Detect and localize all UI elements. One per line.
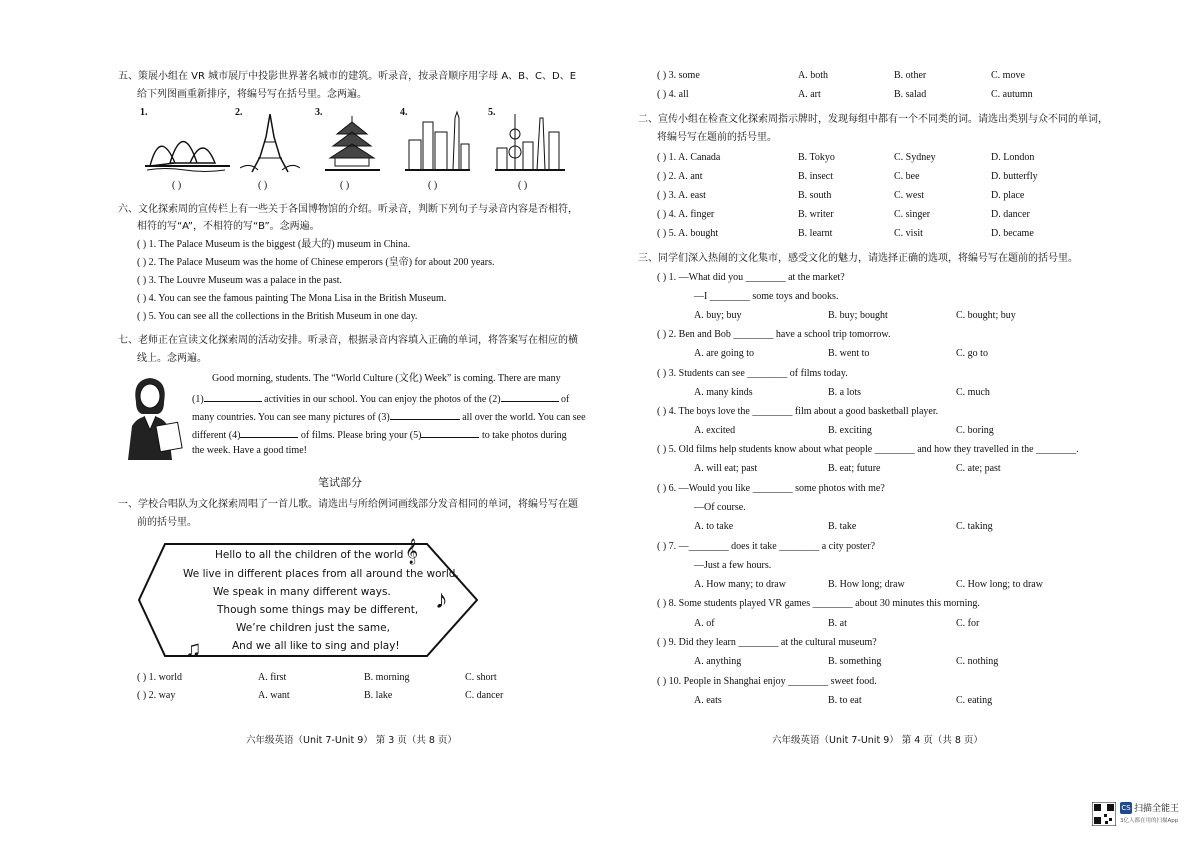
sec3-q6-b: B. take [828, 521, 857, 532]
sec2-row-2-b: B. insect [798, 171, 833, 182]
sec7-para-4: different (4) of films. Please bring your (5) to take photos during [192, 426, 567, 443]
poem-line-3: We speak in many different ways. [213, 586, 391, 598]
w1-q4-option-c: C. autumn [991, 89, 1033, 100]
sec3-q7-b: B. How long; draw [828, 579, 905, 590]
sec2-row-5: ( ) 5. A. bought [657, 228, 719, 239]
sec3-q1: ( ) 1. —What did you ________ at the market? [657, 272, 845, 283]
sec2-row-4-b: B. writer [798, 209, 834, 220]
sec3-q8: ( ) 8. Some students played VR games ________ about 30 minutes this morning. [657, 598, 980, 609]
scanner-watermark [1092, 800, 1192, 830]
sec7-instruction-1: 七、老师正在宣读文化探索周的活动安排。听录音，根据录音内容填入正确的单词，将答案写在相应的横 [118, 335, 578, 346]
sec6-item-4: ( ) 4. You can see the famous painting The Mona Lisa in the British Museum. [137, 293, 447, 304]
sec3-q1-answer-line: —I ________ some toys and books. [694, 291, 839, 302]
poem-line-1: Hello to all the children of the world [215, 549, 404, 561]
w1-q4-option-a: A. art [798, 89, 821, 100]
sec3-q10-c: C. eating [956, 695, 993, 706]
w1-q3-option-b: B. other [894, 70, 927, 81]
sec3-q9-b: B. something [828, 656, 882, 667]
sec2-row-1-d: D. London [991, 152, 1035, 163]
sec2-row-3-b: B. south [798, 190, 832, 201]
svg-text:♪: ♪ [435, 585, 448, 614]
scanner-tagline: 3亿人都在用的扫描App [1120, 818, 1179, 824]
pic-num-5: 5. [488, 107, 496, 118]
shanghai-skyline-picture [495, 112, 565, 174]
sec3-q6: ( ) 6. —Would you like ________ some photos with me? [657, 483, 885, 494]
pic-num-2: 2. [235, 107, 243, 118]
left-footer: 六年级英语（Unit 7-Unit 9） 第 3 页（共 8 页） [246, 735, 457, 746]
sec2-row-5-d: D. became [991, 228, 1034, 239]
sec3-q10-a: A. eats [694, 695, 722, 706]
blank-3[interactable] [390, 408, 460, 420]
sec3-q3-a: A. many kinds [694, 387, 753, 398]
sec3-q5-a: A. will eat; past [694, 463, 758, 474]
blank-4[interactable] [240, 426, 298, 438]
svg-text:♫: ♫ [185, 636, 202, 661]
w1-q2-option-a: A. want [258, 690, 290, 701]
sec3-q9-a: A. anything [694, 656, 742, 667]
sec6-item-3: ( ) 3. The Louvre Museum was a palace in the past. [137, 275, 343, 286]
w1-q1-option-c: C. short [465, 672, 497, 683]
sec3-q3-c: C. much [956, 387, 990, 398]
w1-q2-option-c: C. dancer [465, 690, 504, 701]
sec6-item-5: ( ) 5. You can see all the collections in the British Museum in one day. [137, 311, 418, 322]
sec7-para-5: the week. Have a good time! [192, 445, 307, 456]
poem-line-6: And we all like to sing and play! [232, 640, 400, 652]
sec2-instruction-1: 二、宣传小组在检查文化探索周指示牌时，发现每组中都有一个不同类的词。请选出类别与众不同的单词， [638, 114, 1108, 125]
scanner-app-name: 扫描全能王 [1134, 804, 1180, 814]
sec3-q8-c: C. for [956, 618, 980, 629]
w1-instruction-2: 前的括号里。 [137, 517, 197, 528]
sec7-para-3: many countries. You can see many pictures of (3) all over the world. You can see [192, 408, 586, 425]
right-page [600, 0, 1200, 847]
poem-line-5: We’re children just the same, [236, 622, 390, 634]
sec3-q2-b: B. went to [828, 348, 870, 359]
sec3-q10: ( ) 10. People in Shanghai enjoy ________ sweet food. [657, 676, 877, 687]
sec2-row-4-c: C. singer [894, 209, 931, 220]
sydney-opera-house-picture [145, 118, 230, 173]
w1-q1-option-a: A. first [258, 672, 287, 683]
poem-line-4: Though some things may be different, [217, 604, 419, 616]
w1-q2: ( ) 2. way [137, 690, 176, 701]
sec2-row-4-d: D. dancer [991, 209, 1030, 220]
sec3-q6-a: A. to take [694, 521, 734, 532]
w1-q1-option-b: B. morning [364, 672, 410, 683]
teacher-picture [118, 372, 186, 460]
sec2-row-3-d: D. place [991, 190, 1025, 201]
sec3-q5-c: C. ate; past [956, 463, 1001, 474]
sec3-q6-c: C. taking [956, 521, 993, 532]
sec7-para-2: (1) activities in our school. You can enjoy the photos of the (2) of [192, 390, 569, 407]
sec2-row-5-c: C. visit [894, 228, 923, 239]
written-part-title: 笔试部分 [318, 476, 362, 489]
camscanner-logo-icon: CS [1121, 804, 1131, 812]
sec3-q5-b: B. eat; future [828, 463, 881, 474]
eiffel-tower-picture [240, 112, 300, 174]
w1-instruction-1: 一、学校合唱队为文化探索周唱了一首儿歌。请选出与所给例词画线部分发音相同的单词，将编号写在题 [118, 499, 578, 510]
right-footer: 六年级英语（Unit 7-Unit 9） 第 4 页（共 8 页） [772, 735, 983, 746]
sec3-q4-c: C. boring [956, 425, 994, 436]
sec3-q4-b: B. exciting [828, 425, 872, 436]
sec3-q4-a: A. excited [694, 425, 736, 436]
blank-1[interactable] [204, 390, 262, 402]
sec3-q2-c: C. go to [956, 348, 988, 359]
sec3-q7-c: C. How long; to draw [956, 579, 1043, 590]
sec3-q1-b: B. buy; bought [828, 310, 888, 321]
w1-q3: ( ) 3. some [657, 70, 700, 81]
sec3-q7: ( ) 7. —________ does it take ________ a city poster? [657, 541, 876, 552]
poem-line-2: We live in different places from all around the world, [183, 568, 459, 580]
sec2-row-1-c: C. Sydney [894, 152, 936, 163]
sec6-instruction-1: 六、文化探索周的宣传栏上有一些关于各国博物馆的介绍。听录音，判断下列句子与录音内容是否相符， [118, 204, 578, 215]
sec6-item-2: ( ) 2. The Palace Museum was the home of Chinese emperors (皇帝) for about 200 years. [137, 257, 495, 268]
blank-5[interactable] [421, 426, 479, 438]
answer-paren-3[interactable]: ( ) [340, 180, 350, 191]
sec3-q9-c: C. nothing [956, 656, 999, 667]
w1-q4: ( ) 4. all [657, 89, 689, 100]
sec3-q4: ( ) 4. The boys love the ________ film about a good basketball player. [657, 406, 939, 417]
blank-2[interactable] [501, 390, 559, 402]
w1-q2-option-b: B. lake [364, 690, 393, 701]
w1-q4-option-b: B. salad [894, 89, 927, 100]
temple-of-heaven-picture [325, 114, 380, 174]
sec2-row-2-c: C. bee [894, 171, 920, 182]
sec3-q10-b: B. to eat [828, 695, 862, 706]
sec3-q1-a: A. buy; buy [694, 310, 742, 321]
w1-q3-option-c: C. move [991, 70, 1025, 81]
sec3-q7-answer-line: —Just a few hours. [694, 560, 772, 571]
w1-q1: ( ) 1. world [137, 672, 182, 683]
sec5-instruction-2: 给下列图画重新排序，将编号写在括号里。念两遍。 [137, 89, 367, 100]
sec2-row-5-b: B. learnt [798, 228, 833, 239]
sec3-q9: ( ) 9. Did they learn ________ at the cultural museum? [657, 637, 877, 648]
sec3-instruction: 三、同学们深入热闹的文化集市，感受文化的魅力，请选择正确的选项，将编号写在题前的括号里。 [638, 253, 1078, 264]
sec3-q1-c: C. bought; buy [956, 310, 1016, 321]
answer-paren-4[interactable]: ( ) [428, 180, 438, 191]
pic-num-3: 3. [315, 107, 323, 118]
sec2-row-4: ( ) 4. A. finger [657, 209, 715, 220]
sec2-row-3-c: C. west [894, 190, 924, 201]
sec6-instruction-2: 相符的写“A”，不相符的写“B”。念两遍。 [137, 221, 320, 232]
sec3-q8-a: A. of [694, 618, 715, 629]
sec2-row-3: ( ) 3. A. east [657, 190, 706, 201]
new-york-skyline-picture [405, 110, 470, 174]
sec3-q3-b: B. a lots [828, 387, 862, 398]
answer-paren-2[interactable]: ( ) [258, 180, 268, 191]
sec5-instruction-1: 五、策展小组在 VR 城市展厅中投影世界著名城市的建筑。听录音，按录音顺序用字母 A、B、C、D、E [118, 71, 577, 82]
sec2-row-2-d: D. butterfly [991, 171, 1038, 182]
sec3-q3: ( ) 3. Students can see ________ of films today. [657, 368, 848, 379]
sec7-para-1: Good morning, students. The “World Culture (文化) Week” is coming. There are many [212, 373, 561, 384]
w1-q3-option-a: A. both [798, 70, 828, 81]
sec3-q8-b: B. at [828, 618, 847, 629]
svg-text:𝄞: 𝄞 [405, 538, 419, 563]
answer-paren-5[interactable]: ( ) [518, 180, 528, 191]
sec3-q7-a: A. How many; to draw [694, 579, 786, 590]
sec2-row-1-b: B. Tokyo [798, 152, 835, 163]
sec3-q5: ( ) 5. Old films help students know about what people ________ and how they travelled in the ________. [657, 444, 1079, 455]
answer-paren-1[interactable]: ( ) [172, 180, 182, 191]
sec2-row-2: ( ) 2. A. ant [657, 171, 703, 182]
sec3-q2: ( ) 2. Ben and Bob ________ have a school trip tomorrow. [657, 329, 891, 340]
sec2-instruction-2: 将编号写在题前的括号里。 [657, 132, 777, 143]
pic-num-1: 1. [140, 107, 148, 118]
sec6-item-1: ( ) 1. The Palace Museum is the biggest (最大的) museum in China. [137, 239, 411, 250]
sec3-q2-a: A. are going to [694, 348, 754, 359]
sec7-instruction-2: 线上。念两遍。 [137, 353, 207, 364]
pic-num-4: 4. [400, 107, 408, 118]
sec2-row-1: ( ) 1. A. Canada [657, 152, 721, 163]
sec3-q6-answer-line: —Of course. [694, 502, 746, 513]
qr-code-icon [1092, 802, 1116, 826]
